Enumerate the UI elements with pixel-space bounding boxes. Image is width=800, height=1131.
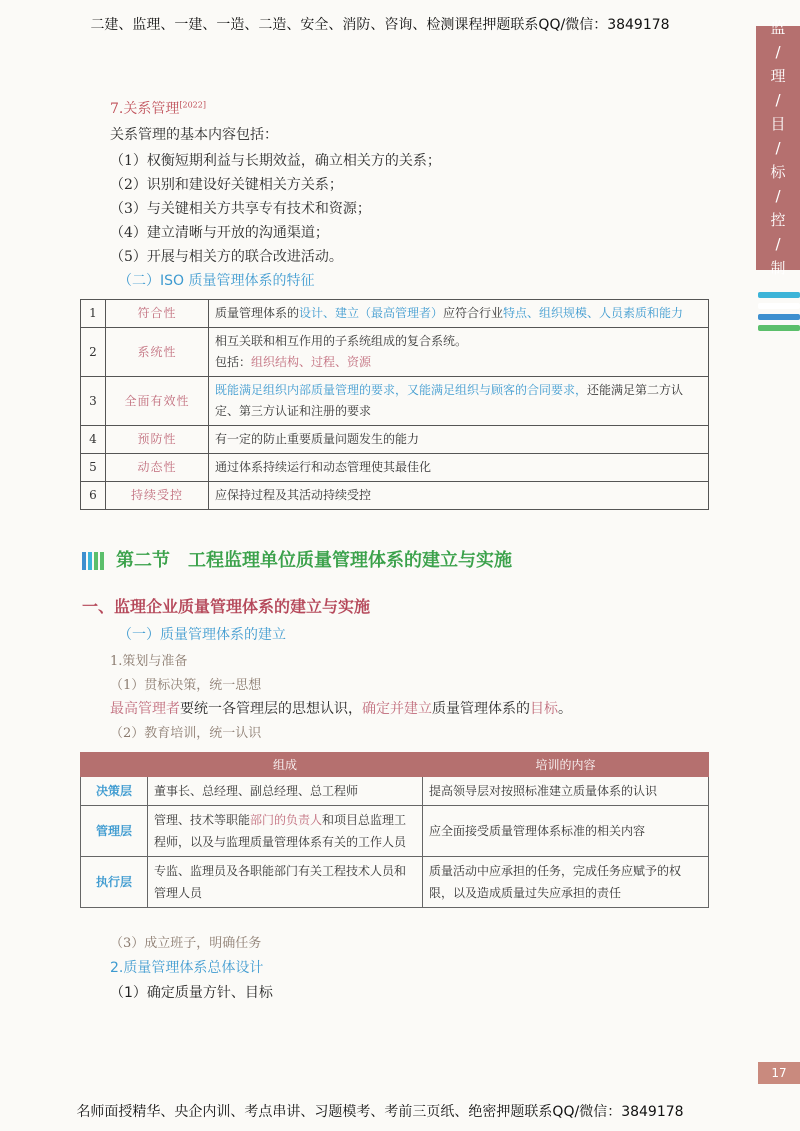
feature-desc — [209, 328, 709, 377]
plain-text: 要统一各管理层的思想认识， — [180, 701, 362, 717]
table-row — [81, 454, 709, 482]
table-row — [81, 482, 709, 510]
feature-desc: 有一定的防止重要质量问题发生的能力 — [209, 426, 709, 454]
side-tab-char: 监 — [770, 19, 786, 37]
feature-name: 预防性 — [106, 426, 209, 454]
header-cell: 培训的内容 — [423, 753, 709, 777]
section-7-intro: 关系管理的基本内容包括： — [110, 127, 278, 143]
table-row — [81, 377, 709, 426]
table-row — [81, 857, 709, 908]
side-bar — [758, 325, 800, 331]
row-number: 1 — [81, 300, 106, 328]
side-chapter-tab — [756, 19, 800, 277]
row-number: 4 — [81, 426, 106, 454]
side-tab-separator: / — [775, 187, 781, 205]
emphasis-text: 确定并建立 — [362, 701, 432, 717]
subsection-subheading: （一）质量管理体系的建立 — [118, 627, 286, 643]
feature-desc: 应保持过程及其活动持续受控 — [209, 482, 709, 510]
row-number: 6 — [81, 482, 106, 510]
desc-text: 相互关联和相互作用的子系统组成的复合系统。 — [215, 334, 468, 348]
side-tab-separator: / — [775, 235, 781, 253]
paragraph — [110, 698, 572, 718]
feature-name: 动态性 — [106, 454, 209, 482]
list-item: （1）权衡短期利益与长期效益，确立相关方的关系； — [110, 153, 441, 169]
side-color-bars — [758, 292, 800, 336]
section-heading — [82, 546, 512, 572]
desc-text: 应符合行业 — [443, 306, 504, 320]
desc-text: 包括： — [215, 355, 252, 369]
iso-heading: （二）ISO 质量管理体系的特征 — [118, 273, 315, 289]
section-7-title-text: 7.关系管理 — [110, 101, 180, 117]
table-row — [81, 777, 709, 806]
bottom-banner: 名师面授精华、央企内训、考点串讲、习题模考、考前三页纸、绝密押题联系QQ/微信：3849178 — [76, 1104, 684, 1120]
header-cell-empty — [81, 753, 148, 777]
desc-highlight: 特点、组织规模、人员素质和能力 — [503, 306, 684, 320]
side-bar — [758, 292, 800, 298]
level-cell: 管理层 — [81, 806, 148, 857]
side-tab-char: 目 — [770, 115, 786, 133]
plain-text: 质量管理体系的 — [432, 701, 530, 717]
side-bar — [758, 303, 800, 309]
composition-cell: 董事长、总经理、副总经理、总工程师 — [148, 777, 423, 806]
desc-highlight: 设计、建立（最高管理者） — [299, 306, 444, 320]
desc-highlight: 组织结构、过程、资源 — [251, 355, 372, 369]
step-item: （1）贯标决策，统一思想 — [110, 678, 262, 693]
composition-cell: 专监、监理员及各职能部门有关工程技术人员和管理人员 — [148, 857, 423, 908]
table-row — [81, 806, 709, 857]
plain-text: 和项目总监理工程师，以及与监理质量管理体系有关的工作人员 — [154, 813, 407, 849]
iso-features-table — [80, 299, 709, 510]
training-table — [80, 752, 709, 908]
plain-text: 管理、技术等职能 — [154, 813, 251, 827]
step-item: （2）教育培训，统一认识 — [110, 726, 262, 741]
feature-desc: 通过体系持续运行和动态管理使其最佳化 — [209, 454, 709, 482]
side-tab-separator: / — [775, 139, 781, 157]
list-item: （3）与关键相关方共享专有技术和资源； — [110, 201, 371, 217]
table-row — [81, 328, 709, 377]
desc-text: 质量管理体系的 — [215, 306, 300, 320]
side-bar — [758, 314, 800, 320]
content-cell: 应全面接受质量管理体系标准的相关内容 — [423, 806, 709, 857]
row-number: 3 — [81, 377, 106, 426]
content-cell: 提高领导层对按照标准建立质量体系的认识 — [423, 777, 709, 806]
desc-highlight: 既能满足组织内部质量管理的要求，又能满足组织与顾客的合同要求， — [215, 383, 588, 397]
side-tab-separator: / — [775, 43, 781, 61]
section-bars-icon — [82, 550, 106, 571]
side-tab-char: 制 — [770, 259, 786, 277]
desc-text: 还能满足第二方认定、第三方认证和注册的要求 — [215, 383, 684, 418]
row-number: 2 — [81, 328, 106, 377]
feature-desc — [209, 377, 709, 426]
level-cell: 执行层 — [81, 857, 148, 908]
step-item: （3）成立班子，明确任务 — [110, 936, 262, 951]
emphasis-text: 目标 — [530, 701, 558, 717]
plain-text: 。 — [558, 701, 572, 717]
top-banner: 二建、监理、一建、一造、二造、安全、消防、咨询、检测课程押题联系QQ/微信：3849178 — [90, 17, 670, 33]
list-item: （4）建立清晰与开放的沟通渠道； — [110, 225, 329, 241]
header-cell: 组成 — [148, 753, 423, 777]
side-tab-separator: / — [775, 91, 781, 109]
feature-name: 全面有效性 — [106, 377, 209, 426]
subsection-heading: 一、监理企业质量管理体系的建立与实施 — [82, 597, 371, 616]
list-item: （5）开展与相关方的联合改进活动。 — [110, 249, 343, 265]
step-item: （1）确定质量方针、目标 — [110, 985, 273, 1001]
list-item: （2）识别和建设好关键相关方关系； — [110, 177, 343, 193]
step-heading: 2.质量管理体系总体设计 — [110, 960, 264, 976]
section-title-text: 第二节 工程监理单位质量管理体系的建立与实施 — [116, 550, 512, 571]
feature-name: 持续受控 — [106, 482, 209, 510]
feature-name: 符合性 — [106, 300, 209, 328]
side-tab-char: 标 — [770, 163, 786, 181]
page-number: 17 — [758, 1062, 800, 1084]
level-cell: 决策层 — [81, 777, 148, 806]
emphasis-text: 部门的负责人 — [250, 813, 323, 827]
emphasis-text: 最高管理者 — [110, 701, 180, 717]
composition-cell — [148, 806, 423, 857]
table-header-row — [81, 753, 709, 777]
exam-year-tag: [2022] — [179, 100, 206, 110]
table-row — [81, 300, 709, 328]
feature-desc — [209, 300, 709, 328]
side-tab-char: 控 — [770, 211, 786, 229]
row-number: 5 — [81, 454, 106, 482]
step-heading: 1.策划与准备 — [110, 654, 188, 669]
table-row — [81, 426, 709, 454]
feature-name: 系统性 — [106, 328, 209, 377]
side-tab-char: 理 — [770, 67, 786, 85]
content-cell: 质量活动中应承担的任务，完成任务应赋予的权限，以及造成质量过失应承担的责任 — [423, 857, 709, 908]
section-7-title — [110, 98, 206, 118]
